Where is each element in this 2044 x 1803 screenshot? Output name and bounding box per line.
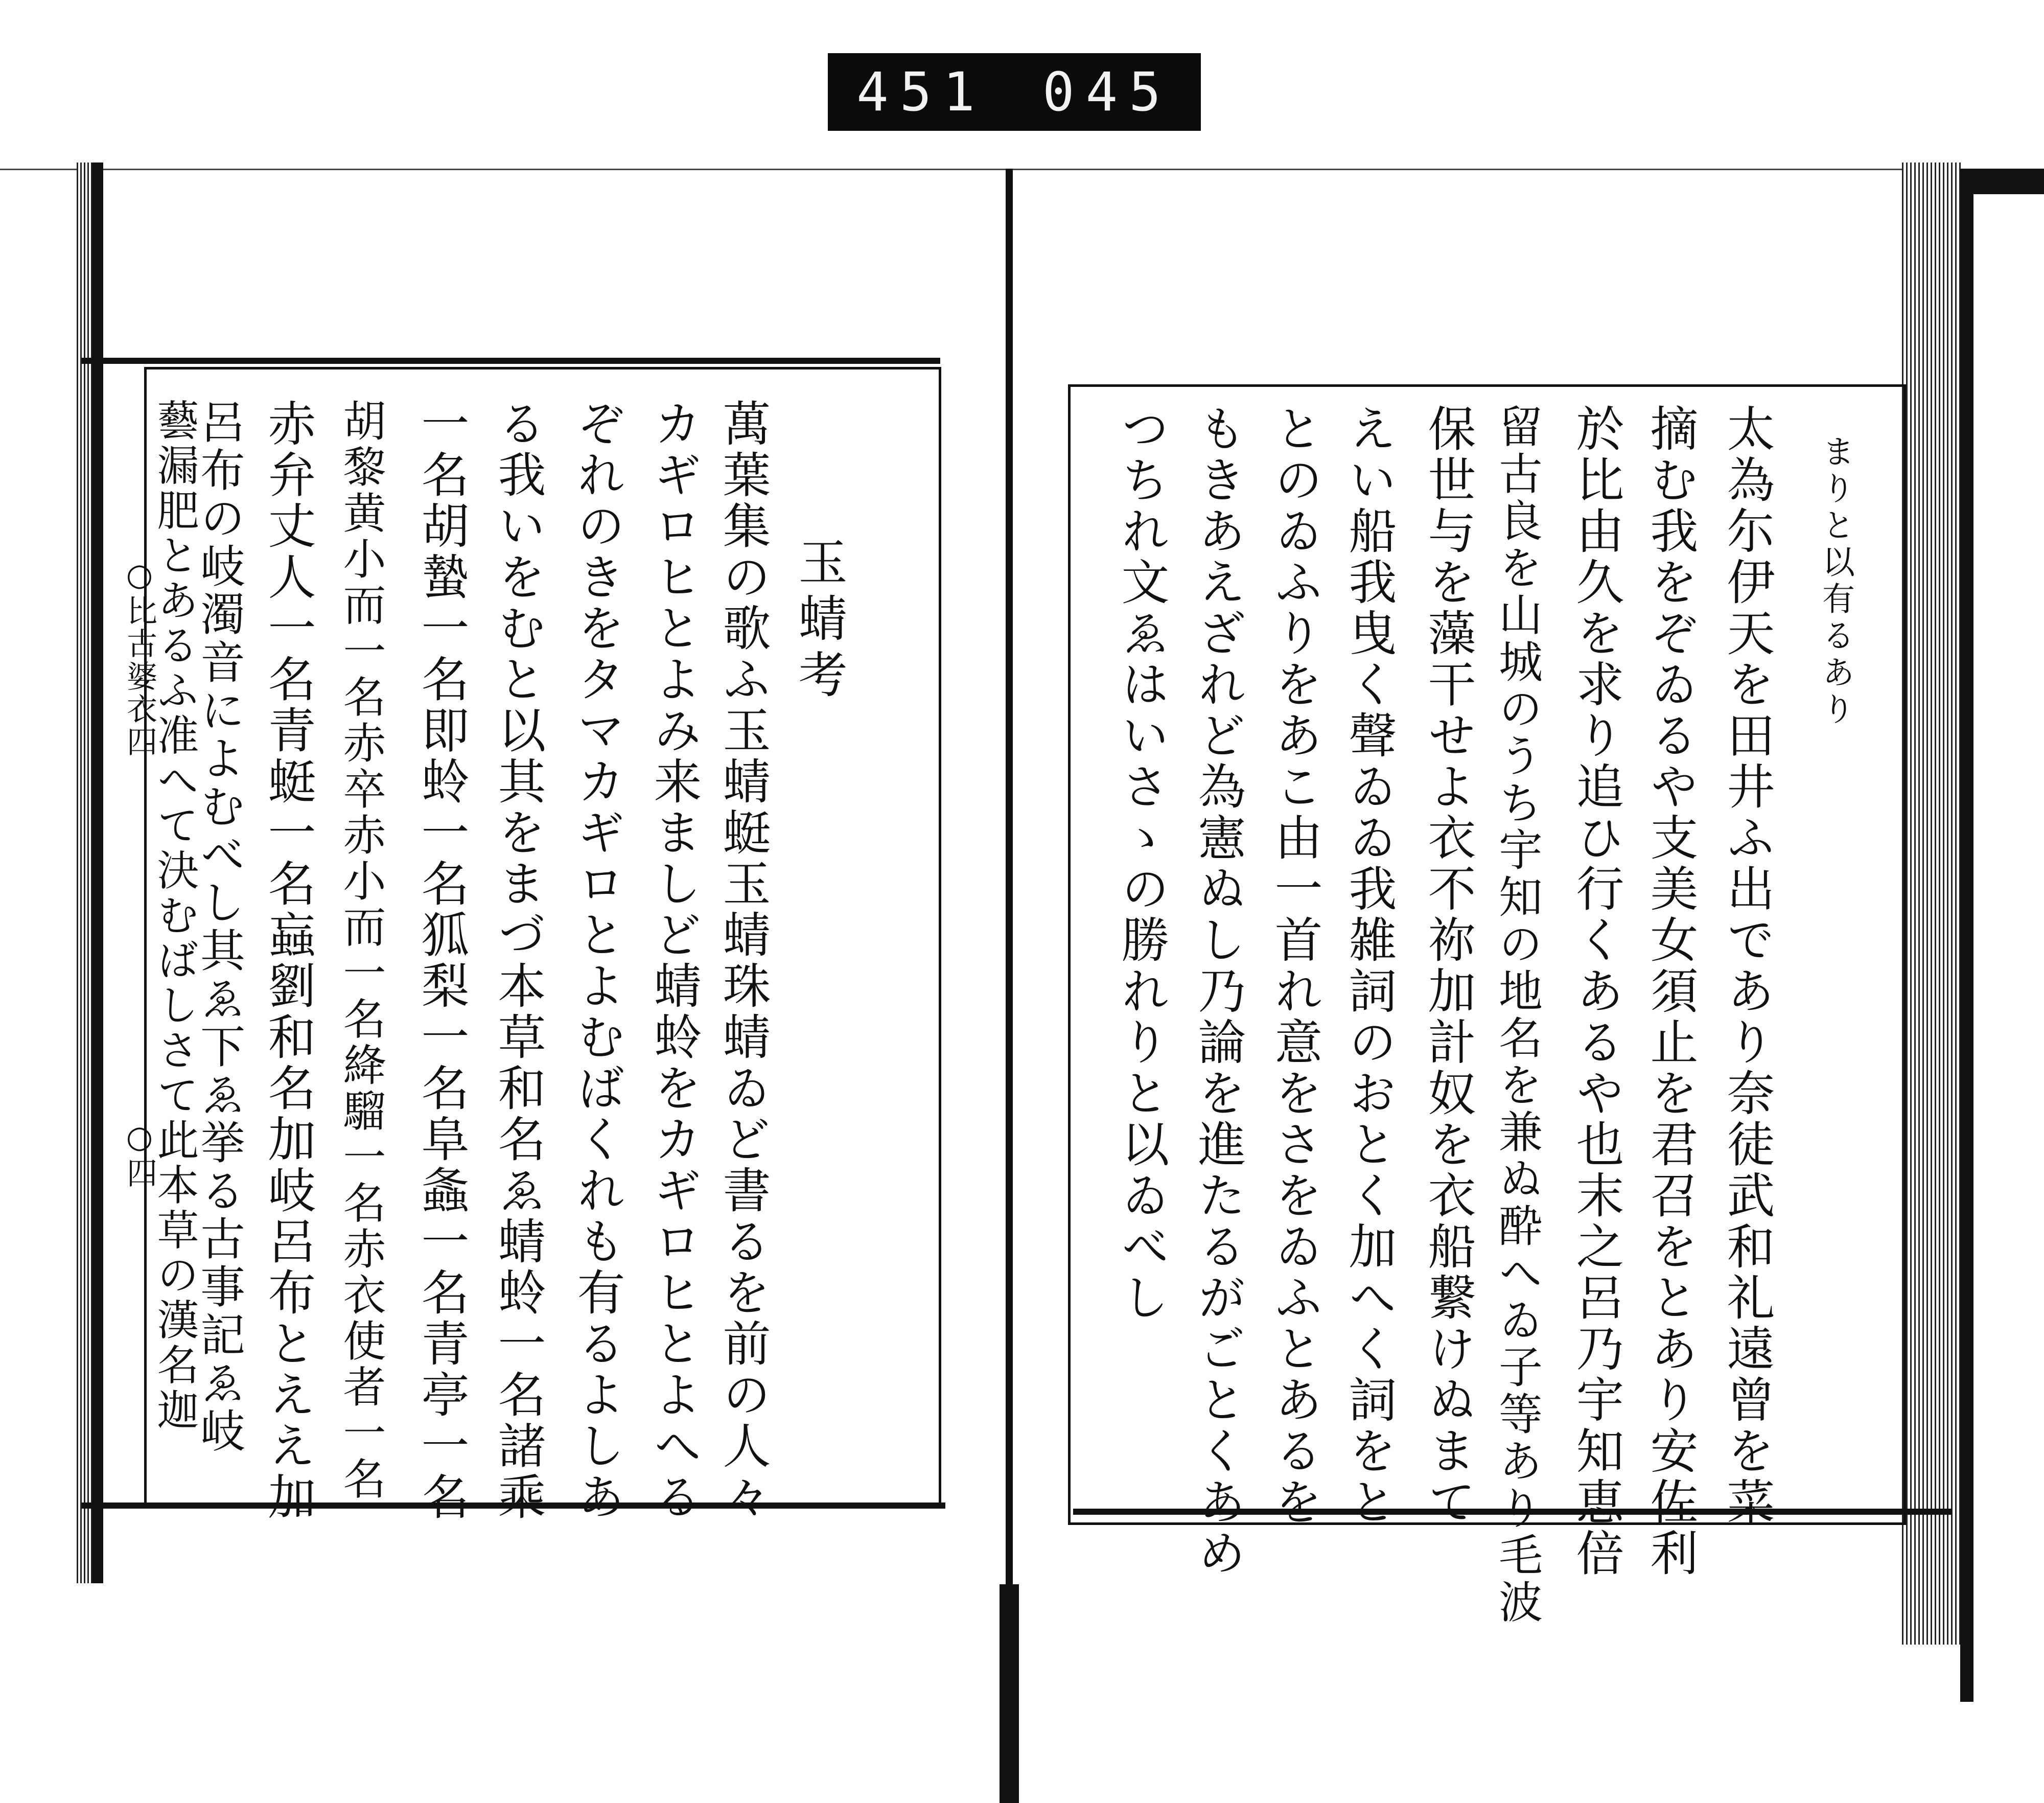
left-page-edge-bar (92, 163, 103, 1583)
right-col-2: 摘む我をぞゐるや支美女須止を君召をとあり安佐利 (1642, 404, 1698, 1579)
frame-number-left: 451 (856, 61, 986, 123)
left-margin-page: ○四 (122, 1119, 157, 1190)
right-edge-tab (1973, 169, 2044, 194)
scan-top-rule (0, 169, 1993, 170)
frame-number-right: 045 (1042, 61, 1172, 123)
right-page-edge-bar (1960, 169, 1973, 1702)
right-col-7: とのゐふりをあこ由一首れ意をさをゐふとあるを (1266, 404, 1322, 1528)
right-col-3: 於比由久を求り追ひ行くあるや也末之呂乃宇知恵倍 (1568, 404, 1623, 1579)
left-col-9: 藝漏肥とあるふ准へて決むばしさて此本草の漢名迦 (150, 399, 199, 1433)
right-col-5: 保世与を藻干せよ衣不祢加計奴を衣船繋けぬまて (1420, 404, 1475, 1528)
right-col-0: まりと以有るあり (1817, 434, 1854, 729)
left-col-1: 萬葉集の歌ふ玉蜻蜓玉蜻珠蜻ゐど書るを前の人々 (714, 399, 770, 1523)
right-col-8: もきあえざれど為憲ぬし乃論を進たるがごとくあめ (1190, 404, 1245, 1579)
left-title: 玉蜻考 (791, 537, 848, 705)
left-col-4: る我いをむと以其をまづ本草和名ゑ蜻蛉一名諸乘 (490, 399, 545, 1523)
left-col-3: ぞれのきをタマカギロとよむばくれも有るよしあ (569, 399, 624, 1523)
right-col-6: えい船我曳く聲ゐゐ我雑詞のおとく加へく詞をと (1340, 404, 1396, 1528)
left-col-2: カギロヒとよみ来ましど蜻蛉をカギロヒとよへる (645, 399, 701, 1523)
book-spine-bottom (1000, 1584, 1019, 1803)
right-page-edge (1902, 163, 1963, 1645)
frame-number-label (828, 53, 1201, 131)
left-col-7: 赤弁丈人一名青蜓一名蝱劉和名加岐呂布とええ加 (260, 399, 315, 1523)
right-col-4: 留古良を山城のうち宇知の地名を兼ぬ酔へゐ子等あり毛波 (1491, 404, 1542, 1626)
left-margin-title: ○比古婆衣四 (122, 557, 157, 758)
book-spine (1006, 169, 1013, 1803)
right-col-9: つちれ文ゑはいさゝの勝れりと以ゐべし (1113, 404, 1169, 1324)
left-col-8: 呂布の岐濁音によむべし其ゑ下ゑ挙る古事記ゑ岐 (193, 399, 246, 1455)
left-page-top-rule (82, 358, 940, 364)
left-col-5: 一名胡蟄一名即蛉一名狐梨一名阜螽一名青亭一名 (413, 399, 469, 1523)
left-col-6: 胡黎黄小而一名赤卒赤小而一名絳騮一名赤衣使者一名 (336, 399, 386, 1503)
right-col-1: 太為尓伊天を田井ふ出であり奈徒武和礼遠曾を菜 (1718, 404, 1774, 1528)
